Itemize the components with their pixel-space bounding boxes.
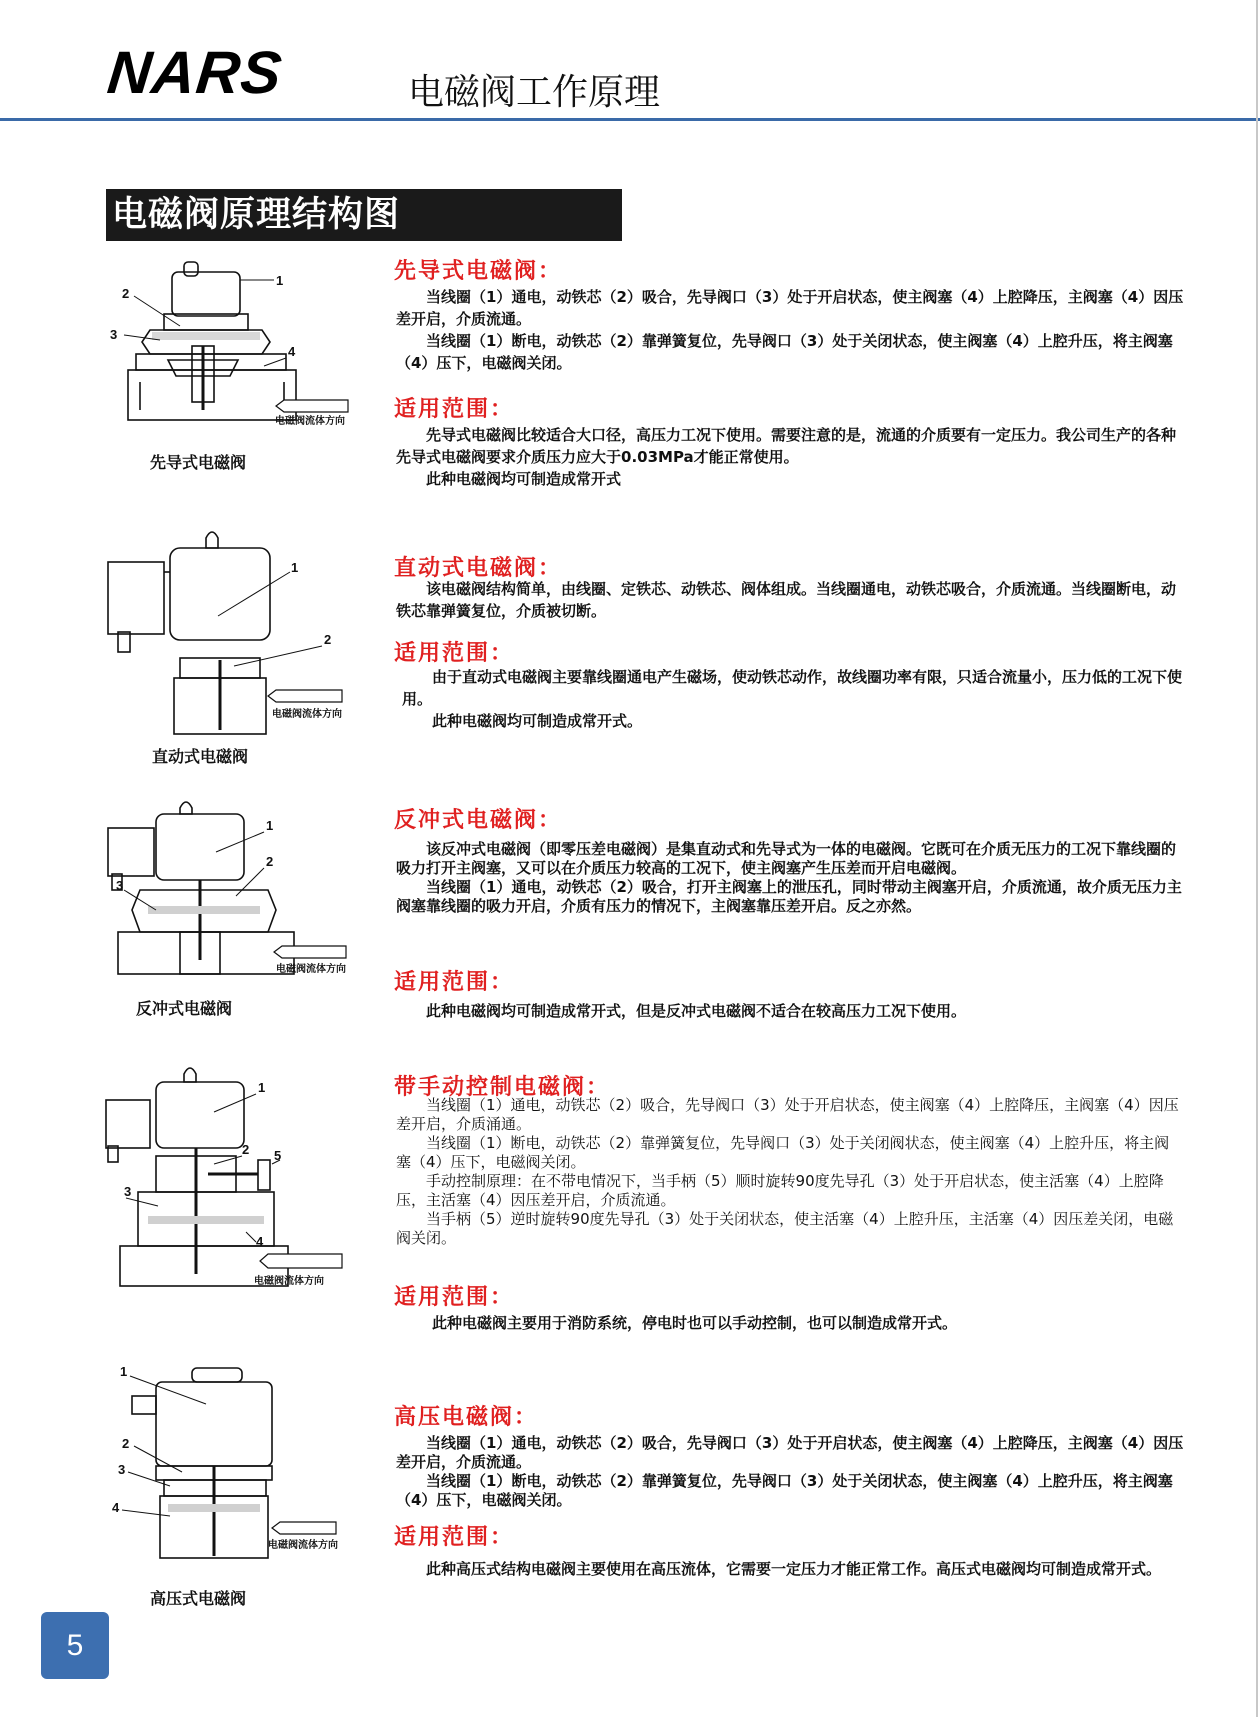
page-number: 5 xyxy=(66,1629,84,1662)
description-paragraph: 当线圈（1）断电，动铁芯（2）靠弹簧复位，先导阀口（3）处于关闭状态，使主阀塞（4）上腔升压，将主阀塞（4）压下，电磁阀关闭。 xyxy=(396,1472,1173,1509)
callout-2: 2 xyxy=(122,1436,130,1451)
section-banner: 电磁阀原理结构图 xyxy=(106,189,622,241)
callout-5: 5 xyxy=(274,1148,282,1163)
valve-caption: 直动式电磁阀 xyxy=(152,747,249,766)
flow-arrow-icon xyxy=(268,690,342,702)
scope-text xyxy=(402,1312,1182,1334)
brand-logo: NARS xyxy=(104,39,286,106)
scope-text xyxy=(396,424,1184,490)
callout-4: 4 xyxy=(288,344,296,359)
flow-arrow-icon xyxy=(276,400,348,412)
callout-3: 3 xyxy=(110,327,118,342)
flow-direction-label: 电磁阀流体方向 xyxy=(275,416,345,427)
scope-heading: 适用范围： xyxy=(394,641,515,666)
callout-1: 1 xyxy=(291,560,299,575)
valve-heading: 带手动控制电磁阀： xyxy=(394,1075,611,1100)
valve-heading: 直动式电磁阀： xyxy=(394,556,563,581)
callout-2: 2 xyxy=(242,1142,250,1157)
flow-direction-label: 电磁阀流体方向 xyxy=(254,1276,324,1287)
callout-3: 3 xyxy=(124,1184,132,1199)
page-title: 电磁阀工作原理 xyxy=(408,72,661,113)
description-paragraph: 当线圈（1）通电，动铁芯（2）吸合，先导阀口（3）处于开启状态，使主阀塞（4）上腔降压，主阀塞（4）因压差开启，介质流通。 xyxy=(396,288,1184,328)
scope-heading: 适用范围： xyxy=(394,970,515,995)
scope-heading: 适用范围： xyxy=(394,1525,515,1550)
valve-description xyxy=(396,840,1184,916)
valve-heading: 高压电磁阀： xyxy=(394,1405,539,1430)
valve-description xyxy=(396,1434,1184,1510)
scope-paragraph: 此种高压式结构电磁阀主要使用在高压流体，它需要一定压力才能正常工作。高压式电磁阀均可制造成常开式。 xyxy=(426,1560,1162,1578)
flow-direction-label: 电磁阀流体方向 xyxy=(272,709,342,720)
valve-description xyxy=(396,286,1184,374)
flow-arrow-icon xyxy=(274,946,346,958)
recoil-valve-diagram xyxy=(100,790,360,990)
callout-2: 2 xyxy=(324,632,332,647)
flow-direction-label: 电磁阀流体方向 xyxy=(276,964,346,975)
description-paragraph: 该电磁阀结构简单，由线圈、定铁芯、动铁芯、阀体组成。当线圈通电，动铁芯吸合，介质流通。当线圈断电，动铁芯靠弹簧复位，介质被切断。 xyxy=(396,580,1177,620)
callout-1: 1 xyxy=(120,1364,128,1379)
callout-1: 1 xyxy=(266,818,274,833)
scope-heading: 适用范围： xyxy=(394,397,515,422)
valve-description xyxy=(396,1096,1184,1248)
description-paragraph: 当线圈（1）断电，动铁芯（2）靠弹簧复位，先导阀口（3）处于关闭状态，使主阀塞（4）上腔升压，将主阀塞（4）压下，电磁阀关闭。 xyxy=(396,332,1173,372)
valve-description xyxy=(396,578,1182,622)
callout-3: 3 xyxy=(116,878,124,893)
scope-text xyxy=(396,1558,1184,1580)
description-paragraph: 该反冲式电磁阀（即零压差电磁阀）是集直动式和先导式为一体的电磁阀。它既可在介质无压力的工况下靠线圈的吸力打开主阀塞，又可以在介质压力较高的工况下，使主阀塞产生压差而开启电磁阀。 xyxy=(396,840,1177,877)
header-divider xyxy=(0,118,1260,121)
scope-paragraph: 此种电磁阀主要用于消防系统，停电时也可以手动控制，也可以制造成常开式。 xyxy=(432,1314,958,1332)
scope-heading: 适用范围： xyxy=(394,1285,515,1310)
valve-caption: 高压式电磁阀 xyxy=(150,1589,247,1608)
pilot-valve-diagram xyxy=(100,250,360,450)
callout-2: 2 xyxy=(266,854,274,869)
scope-paragraph: 此种电磁阀均可制造成常开式，但是反冲式电磁阀不适合在较高压力工况下使用。 xyxy=(426,1002,967,1020)
manual-valve-diagram xyxy=(96,1060,366,1300)
description-paragraph: 当线圈（1）通电，动铁芯（2）吸合，先导阀口（3）处于开启状态，使主阀塞（4）上腔降压，主阀塞（4）因压差开启，介质流通。 xyxy=(396,1434,1184,1471)
callout-1: 1 xyxy=(258,1080,266,1095)
flow-direction-label: 电磁阀流体方向 xyxy=(268,1540,338,1551)
description-paragraph: 当手柄（5）逆时旋转90度先导孔（3）处于关闭状态，使主活塞（4）上腔升压，主活塞（4）因压差关闭，电磁阀关闭。 xyxy=(396,1210,1174,1247)
valve-caption: 反冲式电磁阀 xyxy=(136,999,233,1018)
scope-text xyxy=(402,666,1182,732)
flow-arrow-icon xyxy=(272,1522,336,1534)
description-paragraph: 当线圈（1）通电，动铁芯（2）吸合，先导阀口（3）处于开启状态，使主阀塞（4）上腔降压，主阀塞（4）因压差开启，介质涌通。 xyxy=(396,1096,1179,1133)
callout-3: 3 xyxy=(118,1462,126,1477)
valve-caption: 先导式电磁阀 xyxy=(150,453,247,472)
callout-4: 4 xyxy=(112,1500,120,1515)
description-paragraph: 当线圈（1）断电，动铁芯（2）靠弹簧复位，先导阀口（3）处于关闭阀状态，使主阀塞（4）上腔升压，将主阀塞（4）压下，电磁阀关闭。 xyxy=(396,1134,1170,1171)
callout-2: 2 xyxy=(122,286,130,301)
callout-1: 1 xyxy=(276,273,284,288)
high-pressure-valve-diagram xyxy=(100,1360,360,1560)
callout-4: 4 xyxy=(256,1234,264,1249)
scope-paragraph: 此种电磁阀均可制造成常开式 xyxy=(426,470,622,488)
valve-heading: 反冲式电磁阀： xyxy=(394,808,563,833)
scope-text xyxy=(396,1000,1184,1022)
description-paragraph: 当线圈（1）通电，动铁芯（2）吸合，打开主阀塞上的泄压孔，同时带动主阀塞开启，介质流通，故介质无压力主阀塞靠线圈的吸力开启，介质有压力的情况下，主阀塞靠压差开启。反之亦然。 xyxy=(396,878,1182,915)
scope-paragraph: 此种电磁阀均可制造成常开式。 xyxy=(432,712,643,730)
scope-paragraph: 先导式电磁阀比较适合大口径，高压力工况下使用。需要注意的是，流通的介质要有一定压力。我公司生产的各种先导式电磁阀要求介质压力应大于0.03MPa才能正常使用。 xyxy=(396,426,1177,466)
flow-arrow-icon xyxy=(260,1254,342,1268)
valve-heading: 先导式电磁阀： xyxy=(394,259,563,284)
scope-paragraph: 由于直动式电磁阀主要靠线圈通电产生磁场，使动铁芯动作，故线圈功率有限，只适合流量小，压力低的工况下使用。 xyxy=(402,668,1183,708)
direct-valve-diagram xyxy=(100,520,360,740)
description-paragraph: 手动控制原理：在不带电情况下，当手柄（5）顺时旋转90度先导孔（3）处于开启状态，使主活塞（4）上腔降压，主活塞（4）因压差开启，介质流通。 xyxy=(396,1172,1164,1209)
page-edge xyxy=(1256,0,1258,1717)
